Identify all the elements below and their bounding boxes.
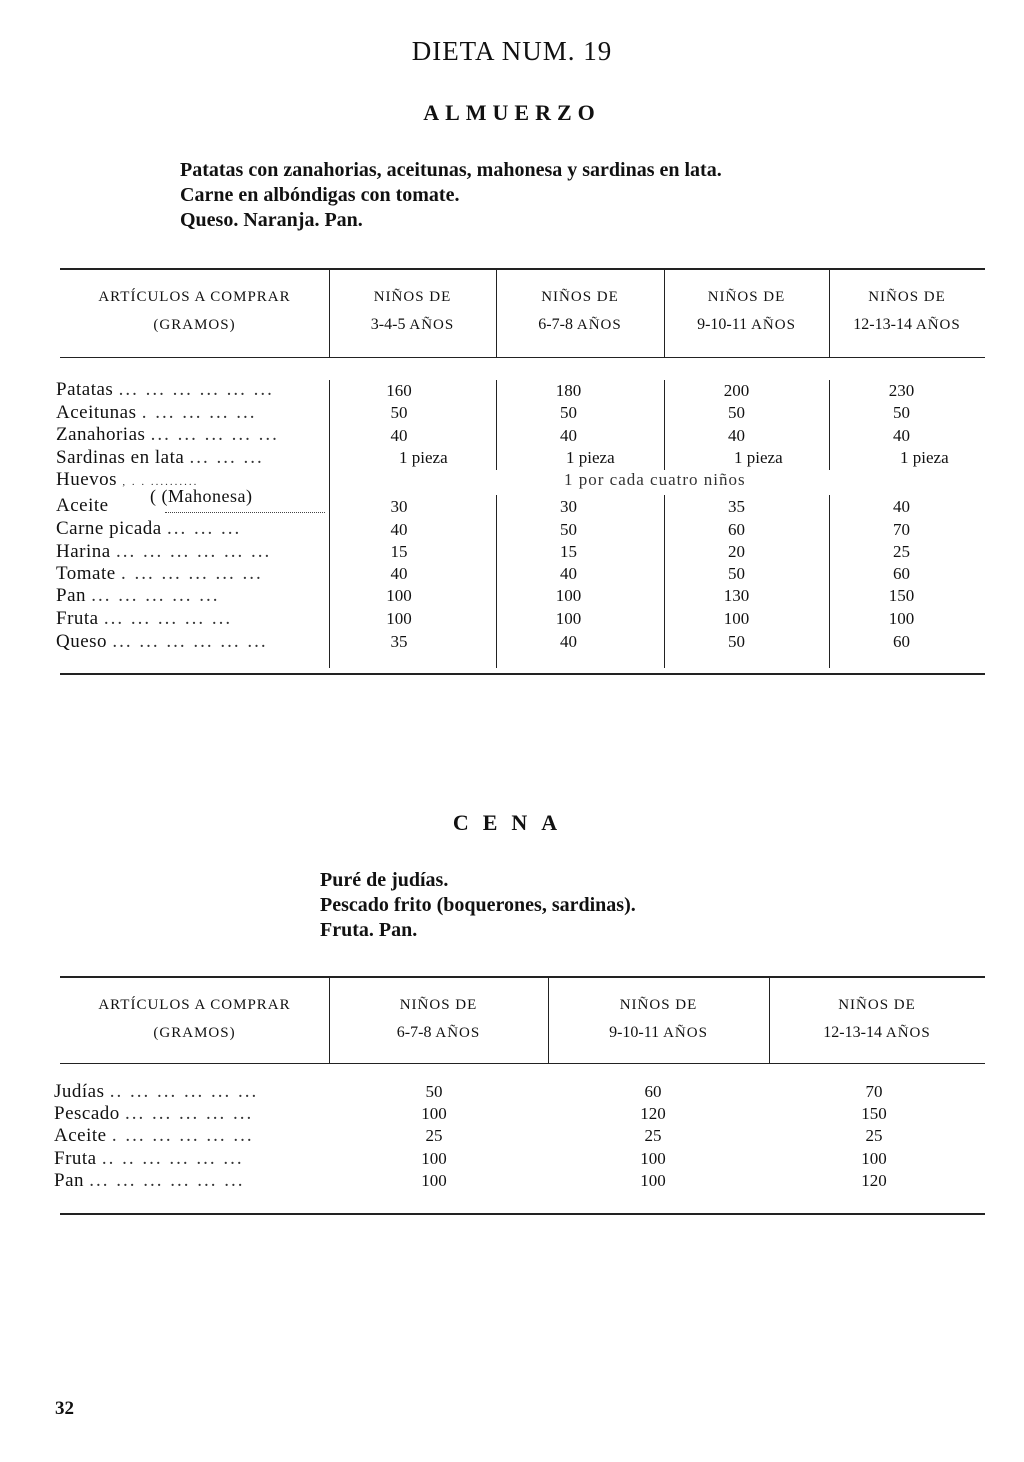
cell-value: 25 [644, 1126, 662, 1145]
cell-value: 70 [865, 1082, 883, 1101]
cell-value: 100 [386, 609, 412, 628]
menu-line: Puré de judías. [320, 869, 449, 891]
cell-value: 120 [640, 1104, 666, 1123]
row-label: Patatas ... ... ... ... ... ... [56, 379, 274, 400]
table-top-rule [60, 268, 985, 270]
cell-value: 40 [560, 564, 577, 583]
row-label: Carne picada ... ... ... [56, 518, 242, 539]
cell-value: 100 [640, 1149, 666, 1168]
row-label: Queso ... ... ... ... ... ... [56, 631, 268, 652]
cell-value: 100 [386, 586, 412, 605]
table-bottom-rule [60, 1213, 985, 1215]
header-col-1: NIÑOS DE 3-4-5 AÑOS [370, 289, 455, 333]
cell-value: 60 [893, 632, 910, 651]
huevos-note: 1 por cada cuatro niños [564, 470, 746, 489]
cell-value: 100 [421, 1171, 447, 1190]
cena-menu [320, 868, 636, 943]
almuerzo-heading: ALMUERZO [423, 100, 601, 125]
menu-line: Queso. Naranja. Pan. [180, 209, 363, 231]
cell-value: 50 [728, 632, 745, 651]
header-bottom-rule [60, 1063, 985, 1064]
header-col-1: NIÑOS DE 6-7-8 AÑOS [396, 997, 481, 1041]
header-col-3: NIÑOS DE 9-10-11 AÑOS [697, 289, 796, 333]
cell-value: 40 [560, 426, 577, 445]
cell-value: 25 [425, 1126, 443, 1145]
cell-value: 1 pieza [399, 448, 448, 467]
cell-value: 50 [390, 403, 408, 422]
cell-value: 100 [640, 1171, 666, 1190]
row-label: Pan ... ... ... ... ... ... [54, 1170, 245, 1191]
row-label: Aceitunas . ... ... ... ... [56, 402, 257, 423]
header-articles: ARTÍCULOS A COMPRAR (GRAMOS) [98, 289, 291, 333]
row-label: Sardinas en lata ... ... ... [56, 447, 264, 468]
cell-value: 1 pieza [734, 448, 783, 467]
row-label: Fruta ... ... ... ... ... [56, 608, 233, 629]
cell-value: 160 [386, 381, 412, 400]
cell-value: 60 [728, 520, 745, 539]
cell-value: 230 [888, 381, 915, 400]
header-col-4: NIÑOS DE 12-13-14 AÑOS [853, 289, 961, 333]
menu-line: Patatas con zanahorias, aceitunas, mahonesa y sardinas en lata. [180, 159, 722, 181]
cell-value: 35 [390, 632, 408, 651]
row-label: Aceite . ... ... ... ... ... [54, 1125, 254, 1146]
menu-line: Pescado frito (boquerones, sardinas). [320, 894, 636, 916]
cell-value: 120 [861, 1171, 887, 1190]
cell-value: 25 [865, 1126, 883, 1145]
menu-line: Fruta. Pan. [320, 919, 418, 941]
cell-value: 25 [893, 542, 910, 561]
cell-value: 60 [893, 564, 910, 583]
cell-value: 180 [555, 381, 582, 400]
cell-value: 150 [861, 1104, 887, 1123]
row-label: Zanahorias ... ... ... ... ... [56, 424, 279, 445]
cell-value: 35 [728, 497, 745, 516]
cell-value: 20 [728, 542, 745, 561]
cell-value: 15 [560, 542, 577, 561]
header-articles: ARTÍCULOS A COMPRAR (GRAMOS) [98, 997, 291, 1041]
cell-value: 100 [555, 586, 582, 605]
cell-value: 40 [560, 632, 577, 651]
cell-value: 50 [893, 403, 910, 422]
row-label: Pan ... ... ... ... ... [56, 585, 220, 606]
cell-value: 100 [861, 1149, 887, 1168]
page-title: DIETA NUM. 19 [411, 36, 613, 66]
cell-value: 40 [390, 520, 408, 539]
cell-value: 150 [888, 586, 915, 605]
cell-value: 100 [421, 1104, 447, 1123]
cell-value: 130 [723, 586, 750, 605]
page-number: 32 [55, 1398, 74, 1419]
cell-value: 50 [425, 1082, 443, 1101]
cell-value: 40 [893, 426, 910, 445]
dotted-leader [165, 512, 325, 513]
almuerzo-menu [180, 158, 722, 233]
row-label: Huevos , . . .......... [56, 469, 199, 490]
cell-value: 70 [893, 520, 910, 539]
menu-line: Carne en albóndigas con tomate. [180, 184, 460, 206]
cell-value: 40 [390, 426, 408, 445]
cell-value: 40 [728, 426, 745, 445]
cell-value: 1 pieza [900, 448, 949, 467]
header-col-3: NIÑOS DE 12-13-14 AÑOS [823, 997, 931, 1041]
row-label: Pescado ... ... ... ... ... [54, 1103, 254, 1124]
header-col-2: NIÑOS DE 6-7-8 AÑOS [538, 289, 622, 333]
cell-value: 1 pieza [566, 448, 615, 467]
cena-heading: CENA [452, 810, 572, 835]
table-bottom-rule [60, 673, 985, 675]
cell-value: 30 [390, 497, 408, 516]
cell-value: 40 [893, 497, 910, 516]
cell-value: 50 [728, 403, 745, 422]
row-label: Aceite [56, 495, 109, 516]
cell-value: 100 [421, 1149, 447, 1168]
row-label: Fruta .. .. ... ... ... ... [54, 1148, 244, 1169]
cell-value: 100 [555, 609, 582, 628]
row-label: Judías .. ... ... ... ... ... [54, 1081, 259, 1102]
cell-value: 40 [390, 564, 408, 583]
row-label: Tomate . ... ... ... ... ... [56, 563, 263, 584]
cell-value: 15 [390, 542, 408, 561]
cell-value: 200 [723, 381, 750, 400]
row-label: Harina ... ... ... ... ... ... [56, 541, 272, 562]
header-bottom-rule [60, 357, 985, 358]
cell-value: 50 [728, 564, 745, 583]
cell-value: 50 [560, 520, 577, 539]
cell-value: 100 [888, 609, 915, 628]
table-top-rule [60, 976, 985, 978]
cell-value: 100 [723, 609, 750, 628]
header-col-2: NIÑOS DE 9-10-11 AÑOS [609, 997, 708, 1041]
cell-value: 60 [644, 1082, 662, 1101]
row-sublabel: ( (Mahonesa) [150, 486, 253, 506]
cell-value: 30 [560, 497, 577, 516]
cell-value: 50 [560, 403, 577, 422]
